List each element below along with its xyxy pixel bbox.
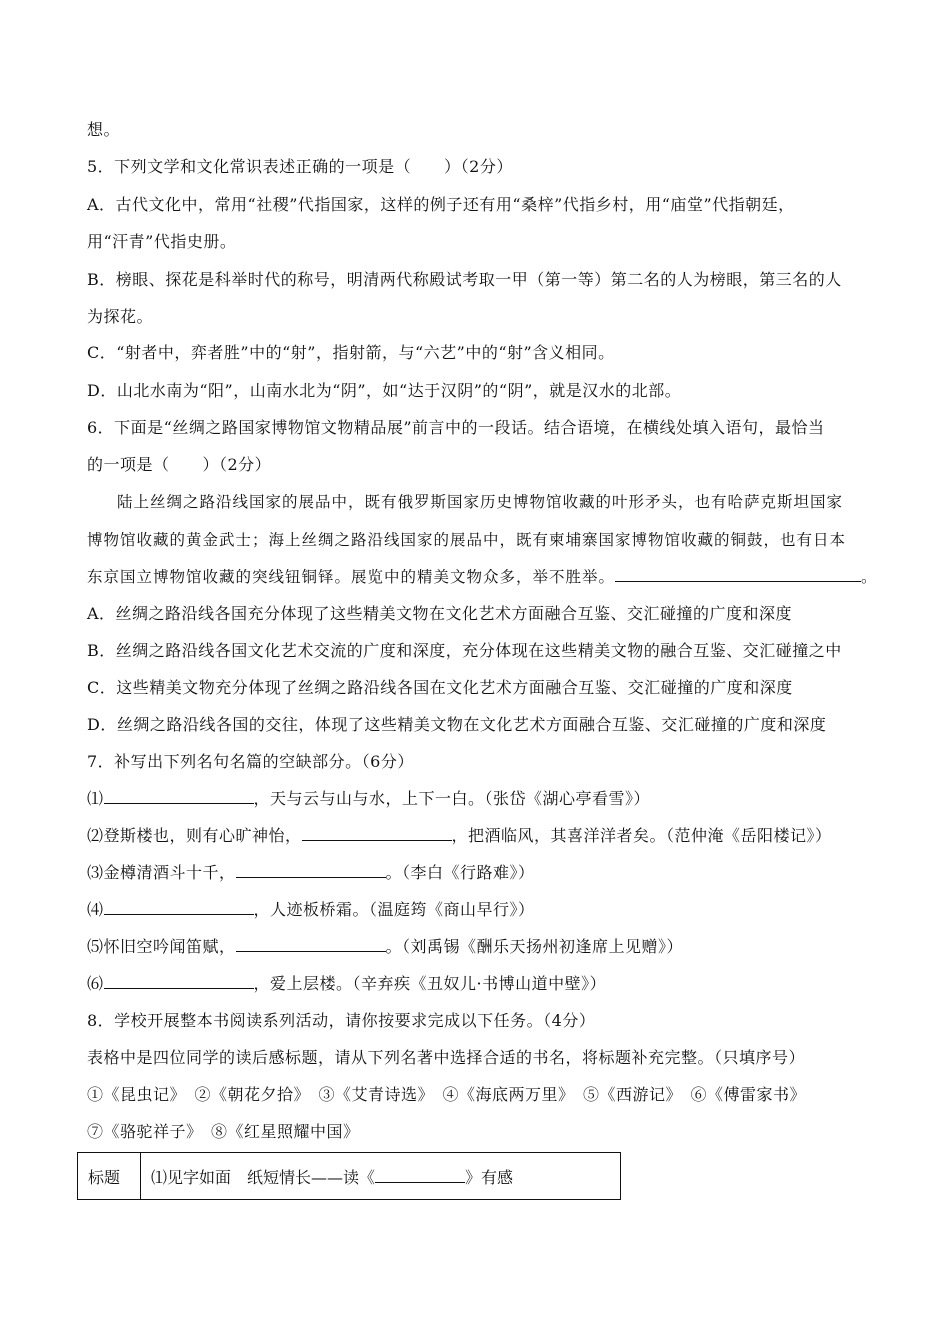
passage-line-2: 博物馆收藏的黄金武士；海上丝绸之路沿线国家的展品中，既有柬埔寨国家博物馆收藏的铜鼓，也有日本 (87, 531, 847, 549)
fill-blank[interactable] (104, 900, 254, 915)
question-6-cont: 的一项是（ ）（2分） (87, 455, 272, 474)
question-5: 5．下列文学和文化常识表述正确的一项是（ ）（2分） (87, 157, 513, 176)
fill-blank[interactable] (375, 1168, 465, 1183)
question-8-desc: 表格中是四位同学的读后感标题，请从下列名著中选择合适的书名，将标题补充完整。（只填序号） (87, 1048, 806, 1067)
sentence-label: ⑹ (87, 974, 104, 993)
option-5d: D．山北水南为“阳”，山南水北为“阴”，如“达于汉阴”的“阴”，就是汉水的北部。 (87, 381, 682, 400)
sentence-1 (87, 789, 650, 809)
sentence-label: ⑷ (87, 900, 104, 919)
table-header: 标题 (78, 1153, 141, 1200)
fill-blank[interactable] (302, 826, 452, 841)
option-6d: D．丝绸之路沿线各国的交往，体现了这些精美文物在文化艺术方面融合互鉴、交汇碰撞的广度和深度 (87, 715, 827, 734)
sentence-text: ⑶金樽清酒斗十千， (87, 863, 236, 882)
sentence-text: ，把酒临风，其喜洋洋者矣。（范仲淹《岳阳楼记》） (451, 826, 832, 845)
fill-blank[interactable] (615, 567, 861, 582)
option-6a: A．丝绸之路沿线各国充分体现了这些精美文物在文化艺术方面融合互鉴、交汇碰撞的广度和深度 (87, 604, 793, 623)
option-5a: A．古代文化中，常用“社稷”代指国家，这样的例子还有用“桑梓”代指乡村，用“庙堂”代指朝廷， (87, 195, 795, 214)
cell-text: 》有感 (465, 1167, 514, 1187)
passage-text: 东京国立博物馆收藏的突线钮铜铎。展览中的精美文物众多，举不胜举。 (87, 568, 616, 586)
option-5b-cont: 为探花。 (87, 307, 154, 326)
sentence-text: ⑸怀旧空吟闻笛赋， (87, 937, 236, 956)
passage-line-1: 陆上丝绸之路沿线国家的展品中，既有俄罗斯国家历史博物馆收藏的叶形矛头，也有哈萨克斯坦国家 (117, 493, 844, 511)
fill-blank[interactable] (236, 937, 386, 952)
fill-blank[interactable] (236, 863, 386, 878)
option-5a-cont: 用“汗青”代指史册。 (87, 232, 237, 251)
sentence-text: 。（李白《行路难》） (385, 863, 535, 882)
sentence-2 (87, 826, 832, 846)
sentence-text: ⑵登斯楼也，则有心旷神怡， (87, 826, 302, 845)
book-list-1: ①《昆虫记》 ②《朝花夕拾》 ③《艾青诗选》 ④《海底两万里》 ⑤《西游记》 ⑥《傅雷家书》 (87, 1085, 807, 1104)
book-list-2: ⑦《骆驼祥子》 ⑧《红星照耀中国》 (87, 1122, 360, 1141)
option-5b: B．榜眼、探花是科举时代的称号，明清两代称殿试考取一甲（第一等）第二名的人为榜眼，第三名的人 (87, 270, 842, 289)
sentence-4 (87, 900, 535, 920)
question-8: 8．学校开展整本书阅读系列活动，请你按要求完成以下任务。（4分） (87, 1011, 596, 1030)
sentence-5 (87, 937, 683, 957)
cell-text: ⑴见字如面 纸短情长——读《 (151, 1167, 376, 1187)
sentence-label: ⑴ (87, 789, 104, 808)
question-7: 7．补写出下列名句名篇的空缺部分。（6分） (87, 752, 414, 771)
option-6b: B．丝绸之路沿线各国文化艺术交流的广度和深度，充分体现在这些精美文物的融合互鉴、交汇碰撞之中 (87, 641, 842, 660)
fill-blank[interactable] (104, 789, 254, 804)
passage-line-3 (87, 567, 878, 587)
sentence-text: ，爱上层楼。（辛弃疾《丑奴儿·书博山道中壁》） (253, 974, 607, 993)
fill-blank[interactable] (104, 974, 254, 989)
sentence-text: 。（刘禹锡《酬乐天扬州初逢席上见赠》） (385, 937, 684, 956)
sentence-3 (87, 863, 535, 883)
sentence-text: ，天与云与山与水，上下一白。（张岱《湖心亭看雪》） (253, 789, 651, 808)
passage-end: 。 (861, 568, 878, 586)
option-6c: C．这些精美文物充分体现了丝绸之路沿线各国在文化艺术方面融合互鉴、交汇碰撞的广度和深度 (87, 678, 793, 697)
sentence-text: ，人迹板桥霜。（温庭筠《商山早行》） (253, 900, 535, 919)
option-5c: C．“射者中，弈者胜”中的“射”，指射箭，与“六艺”中的“射”含义相同。 (87, 343, 615, 362)
sentence-6 (87, 974, 606, 994)
question-6: 6．下面是“丝绸之路国家博物馆文物精品展”前言中的一段话。结合语境，在横线处填入语句，最恰当 (87, 418, 825, 437)
title-table (77, 1152, 621, 1200)
table-cell (141, 1153, 621, 1200)
text-line: 想。 (87, 120, 121, 139)
